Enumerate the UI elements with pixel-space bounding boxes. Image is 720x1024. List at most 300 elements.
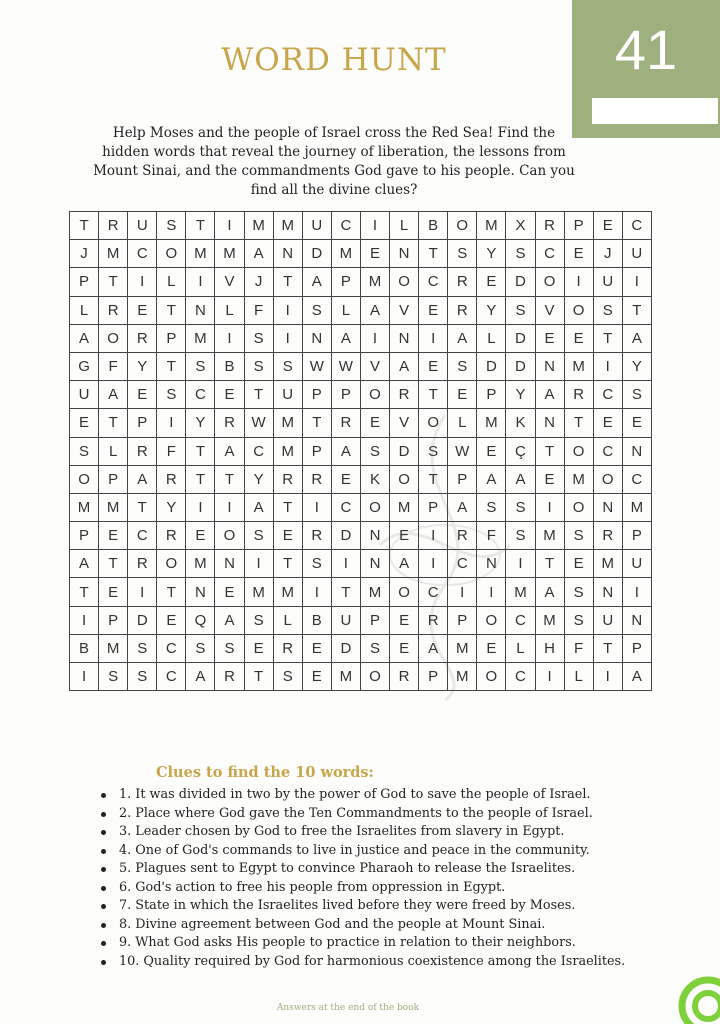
grid-cell[interactable]: M	[273, 578, 302, 606]
grid-cell[interactable]: I	[215, 212, 244, 240]
grid-cell[interactable]: R	[302, 522, 331, 550]
grid-cell[interactable]: S	[70, 437, 99, 465]
grid-cell[interactable]: A	[302, 268, 331, 296]
grid-cell[interactable]: O	[157, 240, 186, 268]
grid-cell[interactable]: A	[244, 240, 273, 268]
grid-cell[interactable]: S	[506, 240, 535, 268]
grid-cell[interactable]: M	[186, 324, 215, 352]
grid-cell[interactable]: M	[360, 268, 389, 296]
grid-cell[interactable]: S	[157, 212, 186, 240]
grid-cell[interactable]: S	[564, 522, 593, 550]
grid-cell[interactable]: I	[70, 663, 99, 691]
grid-cell[interactable]: E	[215, 578, 244, 606]
grid-cell[interactable]: L	[564, 663, 593, 691]
grid-cell[interactable]: M	[99, 240, 128, 268]
grid-cell[interactable]: E	[390, 606, 419, 634]
grid-cell[interactable]: E	[70, 409, 99, 437]
grid-cell[interactable]: A	[506, 465, 535, 493]
grid-cell[interactable]: I	[506, 550, 535, 578]
grid-cell[interactable]: C	[419, 578, 448, 606]
grid-cell[interactable]: T	[331, 578, 360, 606]
grid-cell[interactable]: Y	[157, 493, 186, 521]
grid-cell[interactable]: L	[506, 634, 535, 662]
grid-cell[interactable]: Y	[186, 409, 215, 437]
grid-cell[interactable]: C	[593, 437, 622, 465]
grid-cell[interactable]: T	[99, 268, 128, 296]
grid-cell[interactable]: O	[390, 268, 419, 296]
grid-cell[interactable]: M	[331, 663, 360, 691]
grid-cell[interactable]: C	[622, 465, 651, 493]
grid-cell[interactable]: D	[506, 352, 535, 380]
grid-cell[interactable]: T	[244, 663, 273, 691]
grid-cell[interactable]: T	[215, 465, 244, 493]
grid-cell[interactable]: E	[477, 634, 506, 662]
grid-cell[interactable]: A	[215, 606, 244, 634]
grid-cell[interactable]: L	[273, 606, 302, 634]
grid-cell[interactable]: O	[215, 522, 244, 550]
grid-cell[interactable]: I	[186, 268, 215, 296]
grid-cell[interactable]: A	[419, 634, 448, 662]
grid-cell[interactable]: A	[70, 550, 99, 578]
grid-cell[interactable]: A	[477, 465, 506, 493]
grid-cell[interactable]: S	[564, 578, 593, 606]
grid-cell[interactable]: R	[215, 409, 244, 437]
grid-cell[interactable]: A	[622, 324, 651, 352]
grid-cell[interactable]: M	[535, 522, 564, 550]
grid-cell[interactable]: M	[535, 606, 564, 634]
grid-cell[interactable]: E	[157, 606, 186, 634]
grid-cell[interactable]: M	[564, 465, 593, 493]
grid-cell[interactable]: C	[622, 212, 651, 240]
grid-cell[interactable]: L	[331, 296, 360, 324]
grid-cell[interactable]: M	[99, 634, 128, 662]
grid-cell[interactable]: O	[419, 409, 448, 437]
grid-cell[interactable]: W	[331, 352, 360, 380]
grid-cell[interactable]: E	[186, 522, 215, 550]
grid-cell[interactable]: E	[99, 578, 128, 606]
grid-cell[interactable]: R	[128, 437, 157, 465]
grid-cell[interactable]: M	[70, 493, 99, 521]
grid-cell[interactable]: E	[215, 381, 244, 409]
grid-cell[interactable]: C	[186, 381, 215, 409]
grid-cell[interactable]: M	[186, 240, 215, 268]
grid-cell[interactable]: C	[535, 240, 564, 268]
grid-cell[interactable]: U	[622, 550, 651, 578]
grid-cell[interactable]: I	[535, 663, 564, 691]
grid-cell[interactable]: U	[622, 240, 651, 268]
grid-cell[interactable]: R	[448, 268, 477, 296]
grid-cell[interactable]: M	[244, 578, 273, 606]
grid-cell[interactable]: M	[390, 493, 419, 521]
grid-cell[interactable]: R	[157, 465, 186, 493]
grid-cell[interactable]: A	[360, 296, 389, 324]
grid-cell[interactable]: T	[419, 465, 448, 493]
grid-cell[interactable]: R	[593, 522, 622, 550]
grid-cell[interactable]: E	[419, 296, 448, 324]
grid-cell[interactable]: M	[506, 578, 535, 606]
grid-cell[interactable]: T	[273, 493, 302, 521]
grid-cell[interactable]: O	[564, 437, 593, 465]
grid-cell[interactable]: O	[448, 212, 477, 240]
grid-cell[interactable]: E	[593, 212, 622, 240]
grid-cell[interactable]: P	[448, 606, 477, 634]
grid-cell[interactable]: Q	[186, 606, 215, 634]
grid-cell[interactable]: T	[186, 437, 215, 465]
grid-cell[interactable]: S	[186, 634, 215, 662]
grid-cell[interactable]: W	[448, 437, 477, 465]
grid-cell[interactable]: T	[244, 381, 273, 409]
grid-cell[interactable]: E	[448, 381, 477, 409]
grid-cell[interactable]: P	[622, 522, 651, 550]
grid-cell[interactable]: T	[622, 296, 651, 324]
grid-cell[interactable]: E	[360, 240, 389, 268]
grid-cell[interactable]: Y	[477, 240, 506, 268]
grid-cell[interactable]: A	[331, 437, 360, 465]
grid-cell[interactable]: E	[273, 522, 302, 550]
grid-cell[interactable]: Y	[477, 296, 506, 324]
grid-cell[interactable]: A	[70, 324, 99, 352]
grid-cell[interactable]: O	[390, 578, 419, 606]
grid-cell[interactable]: A	[390, 352, 419, 380]
grid-cell[interactable]: Ç	[506, 437, 535, 465]
grid-cell[interactable]: D	[506, 324, 535, 352]
grid-cell[interactable]: E	[302, 634, 331, 662]
grid-cell[interactable]: F	[244, 296, 273, 324]
grid-cell[interactable]: V	[215, 268, 244, 296]
grid-cell[interactable]: A	[215, 437, 244, 465]
grid-cell[interactable]: R	[215, 663, 244, 691]
grid-cell[interactable]: I	[302, 578, 331, 606]
grid-cell[interactable]: O	[477, 606, 506, 634]
grid-cell[interactable]: O	[593, 465, 622, 493]
grid-cell[interactable]: M	[273, 409, 302, 437]
grid-cell[interactable]: A	[244, 493, 273, 521]
grid-cell[interactable]: L	[390, 212, 419, 240]
grid-cell[interactable]: N	[477, 550, 506, 578]
grid-cell[interactable]: E	[564, 240, 593, 268]
grid-cell[interactable]: N	[593, 493, 622, 521]
grid-cell[interactable]: T	[273, 550, 302, 578]
grid-cell[interactable]: I	[215, 324, 244, 352]
grid-cell[interactable]: F	[564, 634, 593, 662]
grid-cell[interactable]: I	[157, 409, 186, 437]
grid-cell[interactable]: T	[99, 550, 128, 578]
grid-cell[interactable]: R	[273, 634, 302, 662]
grid-cell[interactable]: M	[477, 212, 506, 240]
grid-cell[interactable]: I	[273, 324, 302, 352]
grid-cell[interactable]: L	[477, 324, 506, 352]
grid-cell[interactable]: P	[564, 212, 593, 240]
grid-cell[interactable]: S	[360, 634, 389, 662]
grid-cell[interactable]: E	[622, 409, 651, 437]
grid-cell[interactable]: D	[506, 268, 535, 296]
grid-cell[interactable]: M	[593, 550, 622, 578]
grid-cell[interactable]: S	[593, 296, 622, 324]
grid-cell[interactable]: I	[419, 324, 448, 352]
grid-cell[interactable]: U	[70, 381, 99, 409]
grid-cell[interactable]: R	[419, 606, 448, 634]
grid-cell[interactable]: E	[128, 381, 157, 409]
grid-cell[interactable]: I	[244, 550, 273, 578]
grid-cell[interactable]: I	[564, 268, 593, 296]
grid-cell[interactable]: T	[593, 634, 622, 662]
grid-cell[interactable]: D	[477, 352, 506, 380]
grid-cell[interactable]: S	[273, 663, 302, 691]
grid-cell[interactable]: U	[273, 381, 302, 409]
grid-cell[interactable]: A	[186, 663, 215, 691]
grid-cell[interactable]: V	[360, 352, 389, 380]
grid-cell[interactable]: P	[70, 268, 99, 296]
grid-cell[interactable]: I	[622, 268, 651, 296]
grid-cell[interactable]: U	[593, 268, 622, 296]
grid-cell[interactable]: I	[128, 268, 157, 296]
grid-cell[interactable]: Y	[506, 381, 535, 409]
grid-cell[interactable]: S	[564, 606, 593, 634]
grid-cell[interactable]: L	[99, 437, 128, 465]
grid-cell[interactable]: J	[593, 240, 622, 268]
grid-cell[interactable]: A	[128, 465, 157, 493]
grid-cell[interactable]: E	[390, 634, 419, 662]
grid-cell[interactable]: N	[186, 296, 215, 324]
grid-cell[interactable]: P	[157, 324, 186, 352]
grid-cell[interactable]: T	[99, 409, 128, 437]
grid-cell[interactable]: V	[390, 409, 419, 437]
grid-cell[interactable]: S	[244, 606, 273, 634]
grid-cell[interactable]: T	[593, 324, 622, 352]
grid-cell[interactable]: S	[128, 663, 157, 691]
grid-cell[interactable]: R	[128, 324, 157, 352]
grid-cell[interactable]: R	[448, 296, 477, 324]
grid-cell[interactable]: M	[244, 212, 273, 240]
grid-cell[interactable]: O	[477, 663, 506, 691]
grid-cell[interactable]: S	[99, 663, 128, 691]
grid-cell[interactable]: E	[593, 409, 622, 437]
grid-cell[interactable]: D	[390, 437, 419, 465]
grid-cell[interactable]: B	[302, 606, 331, 634]
grid-cell[interactable]: E	[390, 522, 419, 550]
grid-cell[interactable]: S	[273, 352, 302, 380]
grid-cell[interactable]: S	[360, 437, 389, 465]
grid-cell[interactable]: O	[360, 663, 389, 691]
grid-cell[interactable]: R	[99, 296, 128, 324]
grid-cell[interactable]: R	[390, 663, 419, 691]
grid-cell[interactable]: O	[99, 324, 128, 352]
grid-cell[interactable]: C	[506, 663, 535, 691]
grid-cell[interactable]: J	[70, 240, 99, 268]
grid-cell[interactable]: N	[360, 522, 389, 550]
grid-cell[interactable]: F	[157, 437, 186, 465]
grid-cell[interactable]: T	[70, 212, 99, 240]
grid-cell[interactable]: B	[419, 212, 448, 240]
grid-cell[interactable]: K	[360, 465, 389, 493]
grid-cell[interactable]: R	[128, 550, 157, 578]
grid-cell[interactable]: C	[331, 212, 360, 240]
grid-cell[interactable]: P	[302, 437, 331, 465]
grid-cell[interactable]: M	[477, 409, 506, 437]
grid-cell[interactable]: T	[302, 409, 331, 437]
grid-cell[interactable]: E	[477, 437, 506, 465]
grid-cell[interactable]: Y	[244, 465, 273, 493]
grid-cell[interactable]: A	[390, 550, 419, 578]
grid-cell[interactable]: R	[331, 409, 360, 437]
grid-cell[interactable]: N	[186, 578, 215, 606]
grid-cell[interactable]: S	[128, 634, 157, 662]
grid-cell[interactable]: T	[157, 578, 186, 606]
grid-cell[interactable]: P	[622, 634, 651, 662]
grid-cell[interactable]: O	[564, 296, 593, 324]
grid-cell[interactable]: M	[186, 550, 215, 578]
grid-cell[interactable]: E	[360, 409, 389, 437]
grid-cell[interactable]: P	[302, 381, 331, 409]
grid-cell[interactable]: P	[99, 606, 128, 634]
grid-cell[interactable]: N	[360, 550, 389, 578]
grid-cell[interactable]: T	[157, 296, 186, 324]
grid-cell[interactable]: O	[390, 465, 419, 493]
grid-cell[interactable]: Y	[622, 352, 651, 380]
grid-cell[interactable]: C	[128, 522, 157, 550]
grid-cell[interactable]: S	[302, 296, 331, 324]
grid-cell[interactable]: R	[564, 381, 593, 409]
grid-cell[interactable]: S	[244, 352, 273, 380]
grid-cell[interactable]: T	[70, 578, 99, 606]
grid-cell[interactable]: P	[477, 381, 506, 409]
grid-cell[interactable]: P	[360, 606, 389, 634]
grid-cell[interactable]: X	[506, 212, 535, 240]
grid-cell[interactable]: L	[157, 268, 186, 296]
grid-cell[interactable]: F	[99, 352, 128, 380]
grid-cell[interactable]: C	[506, 606, 535, 634]
grid-cell[interactable]: N	[622, 606, 651, 634]
grid-cell[interactable]: R	[99, 212, 128, 240]
grid-cell[interactable]: T	[186, 212, 215, 240]
grid-cell[interactable]: P	[99, 465, 128, 493]
grid-cell[interactable]: U	[128, 212, 157, 240]
grid-cell[interactable]: C	[593, 381, 622, 409]
grid-cell[interactable]: S	[302, 550, 331, 578]
grid-cell[interactable]: C	[419, 268, 448, 296]
grid-cell[interactable]: O	[70, 465, 99, 493]
grid-cell[interactable]: O	[360, 493, 389, 521]
grid-cell[interactable]: E	[302, 663, 331, 691]
grid-cell[interactable]: W	[302, 352, 331, 380]
grid-cell[interactable]: E	[535, 324, 564, 352]
grid-cell[interactable]: I	[593, 352, 622, 380]
grid-cell[interactable]: P	[70, 522, 99, 550]
grid-cell[interactable]: I	[128, 578, 157, 606]
grid-cell[interactable]: T	[535, 437, 564, 465]
grid-cell[interactable]: M	[448, 663, 477, 691]
grid-cell[interactable]: M	[215, 240, 244, 268]
grid-cell[interactable]: R	[535, 212, 564, 240]
grid-cell[interactable]: G	[70, 352, 99, 380]
grid-cell[interactable]: S	[215, 634, 244, 662]
grid-cell[interactable]: T	[157, 352, 186, 380]
grid-cell[interactable]: U	[302, 212, 331, 240]
grid-cell[interactable]: C	[244, 437, 273, 465]
grid-cell[interactable]: T	[186, 465, 215, 493]
grid-cell[interactable]: D	[331, 522, 360, 550]
grid-cell[interactable]: R	[302, 465, 331, 493]
grid-cell[interactable]: E	[244, 634, 273, 662]
grid-cell[interactable]: P	[419, 493, 448, 521]
grid-cell[interactable]: L	[215, 296, 244, 324]
grid-cell[interactable]: R	[157, 522, 186, 550]
grid-cell[interactable]: D	[302, 240, 331, 268]
grid-cell[interactable]: I	[70, 606, 99, 634]
grid-cell[interactable]: C	[128, 240, 157, 268]
grid-cell[interactable]: P	[128, 409, 157, 437]
grid-cell[interactable]: M	[273, 437, 302, 465]
grid-cell[interactable]: V	[535, 296, 564, 324]
grid-cell[interactable]: A	[448, 493, 477, 521]
grid-cell[interactable]: L	[70, 296, 99, 324]
grid-cell[interactable]: E	[564, 324, 593, 352]
grid-cell[interactable]: S	[186, 352, 215, 380]
grid-cell[interactable]: C	[331, 493, 360, 521]
grid-cell[interactable]: I	[535, 493, 564, 521]
grid-cell[interactable]: A	[448, 324, 477, 352]
grid-cell[interactable]: C	[157, 634, 186, 662]
grid-cell[interactable]: T	[273, 268, 302, 296]
grid-cell[interactable]: A	[535, 578, 564, 606]
grid-cell[interactable]: M	[360, 578, 389, 606]
grid-cell[interactable]: O	[564, 493, 593, 521]
grid-cell[interactable]: K	[506, 409, 535, 437]
grid-cell[interactable]: I	[360, 324, 389, 352]
grid-cell[interactable]: P	[419, 663, 448, 691]
grid-cell[interactable]: E	[419, 352, 448, 380]
grid-cell[interactable]: L	[448, 409, 477, 437]
grid-cell[interactable]: E	[99, 522, 128, 550]
grid-cell[interactable]: R	[448, 522, 477, 550]
grid-cell[interactable]: N	[535, 409, 564, 437]
grid-cell[interactable]: B	[215, 352, 244, 380]
grid-cell[interactable]: T	[419, 381, 448, 409]
grid-cell[interactable]: I	[273, 296, 302, 324]
grid-cell[interactable]: V	[390, 296, 419, 324]
grid-cell[interactable]: I	[302, 493, 331, 521]
grid-cell[interactable]: O	[360, 381, 389, 409]
grid-cell[interactable]: I	[622, 578, 651, 606]
grid-cell[interactable]: E	[564, 550, 593, 578]
grid-cell[interactable]: T	[128, 493, 157, 521]
grid-cell[interactable]: N	[273, 240, 302, 268]
grid-cell[interactable]: M	[564, 352, 593, 380]
grid-cell[interactable]: O	[157, 550, 186, 578]
grid-cell[interactable]: Y	[128, 352, 157, 380]
grid-cell[interactable]: M	[273, 212, 302, 240]
grid-cell[interactable]: W	[244, 409, 273, 437]
grid-cell[interactable]: S	[448, 240, 477, 268]
grid-cell[interactable]: U	[331, 606, 360, 634]
grid-cell[interactable]: A	[331, 324, 360, 352]
grid-cell[interactable]: I	[448, 578, 477, 606]
grid-cell[interactable]: P	[448, 465, 477, 493]
grid-cell[interactable]: I	[419, 550, 448, 578]
grid-cell[interactable]: I	[186, 493, 215, 521]
grid-cell[interactable]: E	[535, 465, 564, 493]
grid-cell[interactable]: E	[128, 296, 157, 324]
grid-cell[interactable]: S	[477, 493, 506, 521]
grid-cell[interactable]: M	[448, 634, 477, 662]
grid-cell[interactable]: U	[593, 606, 622, 634]
grid-cell[interactable]: B	[70, 634, 99, 662]
grid-cell[interactable]: N	[593, 578, 622, 606]
grid-cell[interactable]: R	[390, 381, 419, 409]
grid-cell[interactable]: H	[535, 634, 564, 662]
grid-cell[interactable]: J	[244, 268, 273, 296]
grid-cell[interactable]: D	[128, 606, 157, 634]
